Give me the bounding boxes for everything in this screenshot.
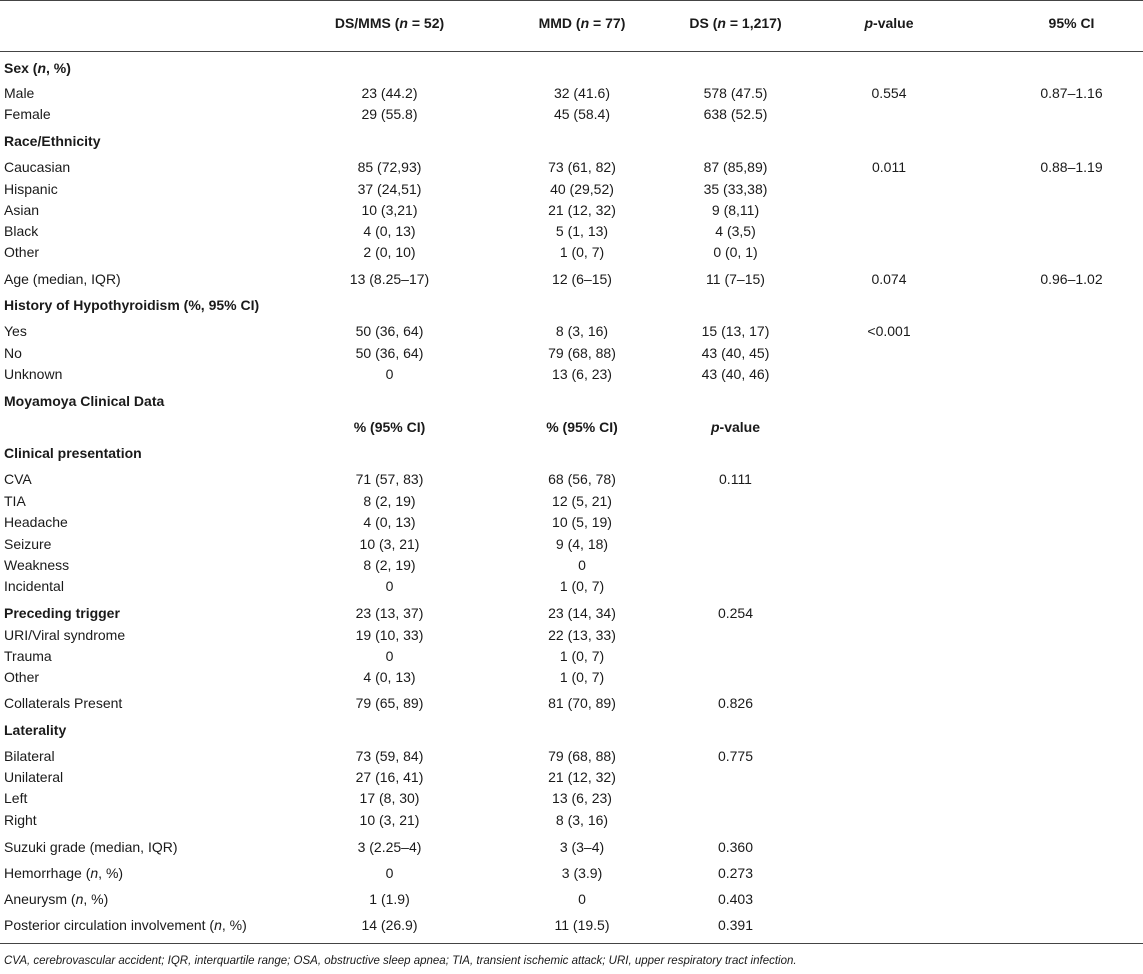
cell-ds: 4 (3,5) (715, 223, 756, 239)
row-label: Weakness (4, 557, 70, 573)
cell-ci: 0.87–1.16 (1040, 85, 1103, 101)
cell-ds: 638 (52.5) (703, 106, 768, 122)
cell-ds-mms: 3 (2.25–4) (357, 839, 422, 855)
cell-mmd: 3 (3.9) (561, 865, 603, 881)
row-label: CVA (4, 471, 32, 487)
header-mmd: MMD (n = 77) (538, 15, 626, 31)
cell-mmd: 1 (0, 7) (559, 669, 605, 685)
cell-mmd: 68 (56, 78) (548, 471, 616, 487)
cell-mmd: 13 (6, 23) (552, 790, 612, 806)
header-ds: DS (n = 1,217) (689, 15, 782, 31)
cell-mmd: 81 (70, 89) (548, 695, 616, 711)
row-label: Hispanic (4, 181, 58, 197)
cell-p-value: 0.254 (717, 605, 754, 621)
row-label: Male (4, 85, 35, 101)
cell-ds-mms: 4 (0, 13) (363, 514, 416, 530)
row-label: Unknown (4, 366, 63, 382)
cell-mmd: 12 (6–15) (552, 271, 612, 287)
cell-p-value: 0.074 (871, 271, 907, 287)
cell-mmd: 11 (19.5) (554, 917, 610, 933)
cell-mmd: 1 (0, 7) (559, 244, 605, 260)
row-label: Aneurysm (n, %) (4, 891, 109, 907)
cell-p-value: 0.111 (719, 471, 752, 487)
cell-ds: 578 (47.5) (703, 85, 768, 101)
cell-ds: 11 (7–15) (706, 271, 765, 287)
row-label: TIA (4, 493, 26, 509)
section-label: Race/Ethnicity (4, 133, 101, 149)
cell-ds: 87 (85,89) (703, 159, 768, 175)
cell-ci: 0.96–1.02 (1040, 271, 1103, 287)
row-label: Trauma (4, 648, 52, 664)
cell-ds-mms: 85 (72,93) (357, 159, 422, 175)
row-label: Hemorrhage (n, %) (4, 865, 124, 881)
cell-ci: 0.88–1.19 (1040, 159, 1103, 175)
cell-ds-mms: 1 (1.9) (369, 891, 410, 907)
section-label: History of Hypothyroidism (%, 95% CI) (4, 297, 260, 313)
row-label: URI/Viral syndrome (4, 627, 126, 643)
cell-p-value: 0.403 (717, 891, 754, 907)
cell-ds-mms: 23 (44.2) (361, 85, 418, 101)
section-label: Preceding trigger (4, 605, 120, 621)
row-label: Yes (4, 323, 27, 339)
header-ds-mms: DS/MMS (n = 52) (334, 15, 445, 31)
cell-mmd: 0 (578, 891, 586, 907)
cell-mmd: 21 (12, 32) (548, 202, 616, 218)
cell-ds-mms: 79 (65, 89) (355, 695, 424, 711)
cell-ds-mms: 4 (0, 13) (363, 223, 416, 239)
subheader-p-value: p-value (710, 419, 761, 435)
cell-ds-mms: 29 (55.8) (361, 106, 418, 122)
row-label: Age (median, IQR) (4, 271, 121, 287)
cell-ds-mms: 8 (2, 19) (363, 493, 416, 509)
cell-ds-mms: 10 (3,21) (361, 202, 418, 218)
cell-ds-mms: 0 (385, 648, 394, 664)
row-label: Right (4, 812, 37, 828)
row-label: Female (4, 106, 51, 122)
cell-p-value: 0.554 (871, 85, 907, 101)
bottom-rule (0, 943, 1143, 944)
cell-mmd: 5 (1, 13) (555, 223, 609, 239)
row-label: Incidental (4, 578, 64, 594)
row-label: No (4, 345, 22, 361)
cell-ds-mms: 10 (3, 21) (359, 812, 420, 828)
row-label: Seizure (4, 536, 52, 552)
cell-mmd: 79 (68, 88) (548, 345, 616, 361)
row-label: Headache (4, 514, 68, 530)
row-label: Other (4, 244, 40, 260)
cell-ds-mms: 50 (36, 64) (355, 345, 424, 361)
cell-mmd: 0 (578, 557, 586, 573)
cell-ds-mms: 4 (0, 13) (363, 669, 416, 685)
footnote: CVA, cerebrovascular accident; IQR, interquartile range; OSA, obstructive sleep apnea; TIA, transient ischemic attack; URI, upper respiratory tract infection. (4, 955, 797, 967)
cell-mmd: 23 (14, 34) (548, 605, 616, 621)
cell-ds-mms: 23 (13, 37) (355, 605, 424, 621)
row-label: Bilateral (4, 748, 55, 764)
cell-mmd: 1 (0, 7) (559, 648, 605, 664)
row-label: Left (4, 790, 28, 806)
cell-ds: 43 (40, 46) (701, 366, 770, 382)
cell-ds-mms: 17 (8, 30) (359, 790, 420, 806)
section-label: Sex (n, %) (4, 60, 71, 76)
cell-mmd: 21 (12, 32) (548, 769, 616, 785)
row-label: Asian (4, 202, 40, 218)
cell-ds-mms: 10 (3, 21) (359, 536, 420, 552)
cell-mmd: 12 (5, 21) (552, 493, 612, 509)
cell-mmd: 79 (68, 88) (548, 748, 616, 764)
cell-ds: 35 (33,38) (703, 181, 768, 197)
header-p-value: p-value (864, 15, 914, 31)
cell-mmd: 73 (61, 82) (548, 159, 616, 175)
cell-p-value: 0.391 (717, 917, 754, 933)
row-label: Black (4, 223, 39, 239)
row-label: Other (4, 669, 40, 685)
cell-ds-mms: 14 (26.9) (361, 917, 418, 933)
cell-ds-mms: 27 (16, 41) (355, 769, 424, 785)
cell-ds-mms: 37 (24,51) (357, 181, 422, 197)
header-rule (0, 51, 1143, 52)
cell-ds: 9 (8,11) (711, 202, 760, 218)
cell-mmd: 8 (3, 16) (555, 812, 609, 828)
cell-mmd: 9 (4, 18) (555, 536, 609, 552)
section-label: Laterality (4, 722, 67, 738)
cell-mmd: 8 (3, 16) (555, 323, 609, 339)
section-label: Clinical presentation (4, 445, 142, 461)
subheader-mmd: % (95% CI) (546, 419, 618, 435)
cell-ds: 0 (0, 1) (713, 244, 758, 260)
cell-ds-mms: 71 (57, 83) (355, 471, 424, 487)
cell-mmd: 45 (58.4) (553, 106, 611, 122)
cell-ds-mms: 50 (36, 64) (355, 323, 424, 339)
cell-ds-mms: 13 (8.25–17) (349, 271, 430, 287)
cell-mmd: 32 (41.6) (553, 85, 611, 101)
cell-mmd: 3 (3–4) (559, 839, 605, 855)
cell-p-value: 0.360 (717, 839, 754, 855)
cell-ds-mms: 0 (385, 865, 394, 881)
cell-ds: 43 (40, 45) (701, 345, 770, 361)
cell-p-value: 0.273 (717, 865, 754, 881)
cell-ds-mms: 2 (0, 10) (363, 244, 416, 260)
section-label: Moyamoya Clinical Data (4, 393, 165, 409)
row-label: Suzuki grade (median, IQR) (4, 839, 178, 855)
cell-ds-mms: 19 (10, 33) (355, 627, 424, 643)
cell-ds: 15 (13, 17) (701, 323, 770, 339)
top-rule (0, 0, 1143, 1)
cell-p-value: 0.011 (872, 159, 906, 175)
cell-p-value: <0.001 (867, 323, 911, 339)
cell-mmd: 40 (29,52) (550, 181, 614, 197)
cell-ds-mms: 0 (385, 578, 394, 594)
row-label: Unilateral (4, 769, 64, 785)
cell-p-value: 0.775 (717, 748, 754, 764)
row-label: Collaterals Present (4, 695, 123, 711)
cell-mmd: 22 (13, 33) (548, 627, 616, 643)
cell-mmd: 10 (5, 19) (552, 514, 612, 530)
cell-p-value: 0.826 (717, 695, 754, 711)
header-95-ci: 95% CI (1048, 15, 1095, 31)
subheader-ds-mms: % (95% CI) (353, 419, 426, 435)
cell-ds-mms: 8 (2, 19) (363, 557, 416, 573)
cell-mmd: 1 (0, 7) (559, 578, 605, 594)
row-label: Posterior circulation involvement (n, %) (4, 917, 247, 933)
cell-mmd: 13 (6, 23) (552, 366, 612, 382)
row-label: Caucasian (4, 159, 71, 175)
cell-ds-mms: 73 (59, 84) (355, 748, 424, 764)
cell-ds-mms: 0 (385, 366, 394, 382)
